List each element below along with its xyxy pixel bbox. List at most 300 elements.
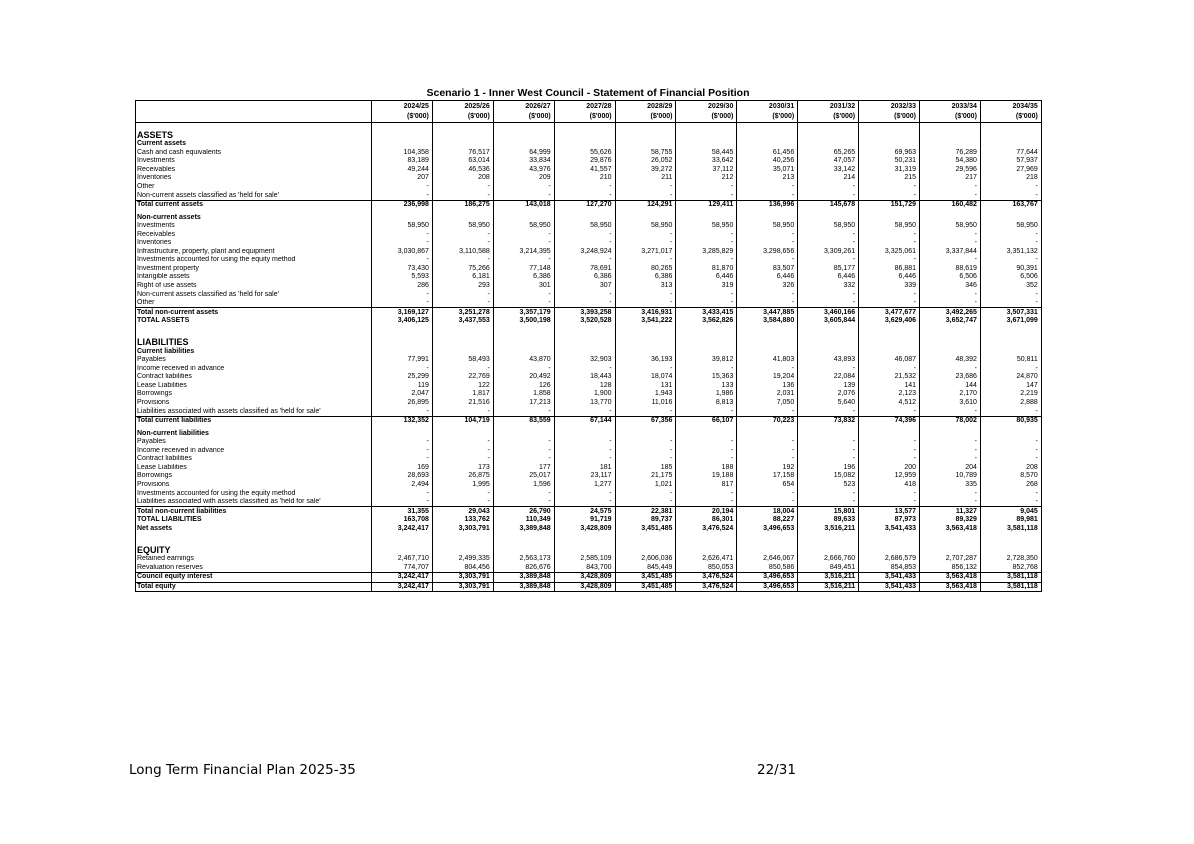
value-cell: 339 (859, 282, 920, 291)
value-cell (372, 140, 433, 149)
value-cell: - (615, 407, 676, 416)
value-cell: 48,392 (920, 356, 981, 365)
value-cell: 8,570 (980, 472, 1041, 481)
value-cell: 77,148 (493, 265, 554, 274)
row-label: Income received in advance (137, 446, 225, 454)
value-cell: 212 (676, 174, 737, 183)
value-cell: - (372, 239, 433, 248)
value-cell: - (432, 290, 493, 299)
value-cell: - (737, 191, 798, 200)
value-cell: 217 (920, 174, 981, 183)
value-cell (920, 347, 981, 356)
value-cell: - (676, 183, 737, 192)
value-cell: 128 (554, 382, 615, 391)
value-cell: - (920, 407, 981, 416)
unit-label: ($'000) (406, 112, 429, 120)
value-cell: 33,142 (798, 166, 859, 175)
value-cell: 188 (676, 464, 737, 473)
value-cell: 67,144 (554, 416, 615, 425)
value-cell: 81,870 (676, 265, 737, 274)
value-cell: 73,430 (372, 265, 433, 274)
value-cell (859, 542, 920, 555)
value-cell: 147 (980, 382, 1041, 391)
value-cell: 63,014 (432, 157, 493, 166)
value-cell: - (432, 438, 493, 447)
unit-label: ($'000) (955, 112, 977, 120)
value-cell: - (737, 455, 798, 464)
value-cell: 3,476,524 (676, 573, 737, 583)
value-cell: - (676, 365, 737, 374)
spacer-cell (920, 533, 981, 542)
row-label: Contract liabilities (137, 373, 192, 381)
value-cell: 160,482 (920, 200, 981, 209)
value-cell: 80,935 (980, 416, 1041, 425)
value-cell: 3,406,125 (372, 317, 433, 326)
value-cell: 76,517 (432, 149, 493, 158)
value-cell: - (372, 290, 433, 299)
value-cell: 2,047 (372, 390, 433, 399)
value-cell: 3,303,791 (432, 573, 493, 583)
value-cell (676, 542, 737, 555)
value-cell: 2,707,287 (920, 555, 981, 564)
value-cell: 77,644 (980, 149, 1041, 158)
value-cell: 151,729 (859, 200, 920, 209)
value-cell: 3,248,924 (554, 248, 615, 257)
value-cell (432, 429, 493, 438)
value-cell: 3,437,553 (432, 317, 493, 326)
table-body (136, 123, 1042, 592)
value-cell (372, 347, 433, 356)
value-cell: 24,575 (554, 507, 615, 516)
table-row (136, 390, 1042, 399)
value-cell: 196 (798, 464, 859, 473)
row-label: Investments (137, 157, 175, 165)
value-cell: 69,963 (859, 149, 920, 158)
value-cell: 215 (859, 174, 920, 183)
value-cell: 192 (737, 464, 798, 473)
table-row (136, 273, 1042, 282)
value-cell (554, 429, 615, 438)
value-cell: 3,652,747 (920, 317, 981, 326)
value-cell (737, 429, 798, 438)
value-cell: 2,031 (737, 390, 798, 399)
value-cell: - (493, 438, 554, 447)
value-cell: - (798, 407, 859, 416)
value-cell: 43,893 (798, 356, 859, 365)
value-cell: - (615, 489, 676, 498)
year-label: 2025/26 (464, 103, 490, 110)
row-label: ASSETS (137, 130, 174, 140)
row-label: Investments (137, 222, 175, 230)
value-cell: 58,493 (432, 356, 493, 365)
value-cell (554, 542, 615, 555)
value-cell: 3,303,791 (432, 582, 493, 592)
spacer-cell (676, 325, 737, 334)
value-cell: - (920, 230, 981, 239)
spacer-cell (615, 533, 676, 542)
spacer-cell (493, 533, 554, 542)
year-column-header (493, 101, 554, 123)
value-cell: 346 (920, 282, 981, 291)
value-cell (920, 213, 981, 222)
value-cell: 31,355 (372, 507, 433, 516)
value-cell: - (493, 455, 554, 464)
value-cell: - (615, 183, 676, 192)
value-cell: - (676, 447, 737, 456)
value-cell: 3,451,485 (615, 573, 676, 583)
value-cell (372, 542, 433, 555)
value-cell: 208 (432, 174, 493, 183)
value-cell (676, 334, 737, 347)
value-cell: 80,265 (615, 265, 676, 274)
value-cell (920, 429, 981, 438)
value-cell: 58,950 (737, 222, 798, 231)
value-cell: - (859, 191, 920, 200)
spacer-cell (136, 325, 372, 334)
value-cell: 3,520,528 (554, 317, 615, 326)
value-cell: 3,541,433 (859, 524, 920, 533)
value-cell: 58,950 (980, 222, 1041, 231)
value-cell: - (372, 256, 433, 265)
value-cell: 3,563,418 (920, 573, 981, 583)
value-cell: 2,563,173 (493, 555, 554, 564)
value-cell: 3,337,844 (920, 248, 981, 257)
spacer-cell (737, 325, 798, 334)
value-cell: 88,619 (920, 265, 981, 274)
spacer-row (136, 325, 1042, 334)
value-cell: - (859, 455, 920, 464)
table-row (136, 399, 1042, 408)
value-cell: 21,516 (432, 399, 493, 408)
value-cell: 11,016 (615, 399, 676, 408)
value-cell: 1,900 (554, 390, 615, 399)
value-cell: 854,853 (859, 564, 920, 573)
value-cell: 654 (737, 481, 798, 490)
value-cell: 3,251,278 (432, 308, 493, 317)
value-cell: 122 (432, 382, 493, 391)
value-cell: - (980, 239, 1041, 248)
spacer-cell (554, 325, 615, 334)
spacer-cell (859, 533, 920, 542)
value-cell: - (798, 498, 859, 507)
value-cell: 49,244 (372, 166, 433, 175)
value-cell: 104,358 (372, 149, 433, 158)
total-row (136, 317, 1042, 326)
value-cell: - (920, 183, 981, 192)
value-cell (615, 140, 676, 149)
value-cell: 15,082 (798, 472, 859, 481)
value-cell: 119 (372, 382, 433, 391)
table-row (136, 407, 1042, 416)
value-cell: 13,770 (554, 399, 615, 408)
value-cell: 3,110,588 (432, 248, 493, 257)
value-cell: - (737, 256, 798, 265)
value-cell: - (737, 239, 798, 248)
value-cell: 41,557 (554, 166, 615, 175)
value-cell: - (980, 365, 1041, 374)
value-cell: 6,446 (859, 273, 920, 282)
value-cell: 43,976 (493, 166, 554, 175)
value-cell: - (737, 290, 798, 299)
value-cell: 4,512 (859, 399, 920, 408)
value-cell: 523 (798, 481, 859, 490)
value-cell: 3,351,132 (980, 248, 1041, 257)
value-cell: 3,428,809 (554, 582, 615, 592)
year-label: 2032/33 (890, 103, 917, 110)
value-cell: 77,991 (372, 356, 433, 365)
label-column-header (136, 101, 372, 123)
value-cell: 5,640 (798, 399, 859, 408)
row-label: Total current assets (136, 200, 372, 209)
value-cell: 774,707 (372, 564, 433, 573)
value-cell: 40,256 (737, 157, 798, 166)
value-cell: 18,004 (737, 507, 798, 516)
value-cell: 145,678 (798, 200, 859, 209)
table-row (136, 373, 1042, 382)
row-label: Liabilities associated with assets classified as 'held for sale' (137, 498, 321, 506)
value-cell: 26,875 (432, 472, 493, 481)
value-cell (615, 429, 676, 438)
value-cell (859, 127, 920, 140)
row-label: Other (137, 299, 155, 307)
value-cell: 1,943 (615, 390, 676, 399)
value-cell: - (920, 256, 981, 265)
value-cell: - (920, 447, 981, 456)
row-label: Cash and cash equivalents (137, 148, 222, 156)
value-cell: - (432, 365, 493, 374)
value-cell: 126 (493, 382, 554, 391)
value-cell: - (432, 256, 493, 265)
value-cell: 817 (676, 481, 737, 490)
value-cell (615, 347, 676, 356)
value-cell: 3,584,880 (737, 317, 798, 326)
value-cell: 3,325,061 (859, 248, 920, 257)
table-row (136, 382, 1042, 391)
value-cell: 3,605,844 (798, 317, 859, 326)
value-cell: 2,888 (980, 399, 1041, 408)
value-cell: 139 (798, 382, 859, 391)
table-row (136, 256, 1042, 265)
value-cell: 29,596 (920, 166, 981, 175)
value-cell: 3,671,099 (980, 317, 1041, 326)
total-row (136, 524, 1042, 533)
value-cell (432, 334, 493, 347)
value-cell: 136 (737, 382, 798, 391)
value-cell: 8,813 (676, 399, 737, 408)
value-cell: 58,950 (798, 222, 859, 231)
row-label: Intangible assets (137, 273, 190, 281)
value-cell: - (432, 447, 493, 456)
value-cell (493, 542, 554, 555)
value-cell (615, 542, 676, 555)
value-cell: - (676, 256, 737, 265)
value-cell: 89,737 (615, 516, 676, 525)
value-cell: 1,858 (493, 390, 554, 399)
value-cell: - (798, 183, 859, 192)
value-cell: - (372, 498, 433, 507)
value-cell: 3,357,179 (493, 308, 554, 317)
row-label: Current liabilities (137, 347, 195, 355)
value-cell: 177 (493, 464, 554, 473)
table-row (136, 447, 1042, 456)
year-column-header (798, 101, 859, 123)
value-cell: 2,494 (372, 481, 433, 490)
value-cell: 826,676 (493, 564, 554, 573)
value-cell: 27,969 (980, 166, 1041, 175)
row-label: Income received in advance (137, 364, 225, 372)
total-row (136, 200, 1042, 209)
row-label: Total current liabilities (136, 416, 372, 425)
value-cell: - (859, 256, 920, 265)
value-cell: 89,633 (798, 516, 859, 525)
value-cell: 218 (980, 174, 1041, 183)
row-label: Borrowings (137, 472, 173, 480)
value-cell: - (615, 299, 676, 308)
table-row (136, 555, 1042, 564)
value-cell: - (859, 438, 920, 447)
row-label: Contract liabilities (137, 455, 192, 463)
value-cell: 19,188 (676, 472, 737, 481)
unit-label: ($'000) (711, 112, 734, 120)
year-column-header (980, 101, 1041, 123)
table-row (136, 265, 1042, 274)
value-cell: 3,451,485 (615, 582, 676, 592)
value-cell: 3,507,331 (980, 308, 1041, 317)
section-row (136, 127, 1042, 140)
value-cell: 3,271,017 (615, 248, 676, 257)
table-row (136, 248, 1042, 257)
value-cell: - (493, 290, 554, 299)
row-label: Liabilities associated with assets classified as 'held for sale' (137, 407, 321, 415)
spacer-cell (432, 325, 493, 334)
value-cell: 3,030,867 (372, 248, 433, 257)
value-cell: 856,132 (920, 564, 981, 573)
spacer-cell (136, 533, 372, 542)
value-cell: 3,428,809 (554, 524, 615, 533)
spacer-cell (920, 325, 981, 334)
value-cell: 3,285,829 (676, 248, 737, 257)
value-cell (980, 213, 1041, 222)
value-cell: 850,053 (676, 564, 737, 573)
value-cell (859, 347, 920, 356)
value-cell (980, 542, 1041, 555)
value-cell (980, 429, 1041, 438)
value-cell: - (859, 447, 920, 456)
value-cell: 129,411 (676, 200, 737, 209)
value-cell: 104,719 (432, 416, 493, 425)
year-label: 2034/35 (1012, 103, 1038, 110)
value-cell: - (859, 230, 920, 239)
row-label: Total equity (136, 582, 372, 592)
table-row (136, 290, 1042, 299)
value-cell: - (372, 299, 433, 308)
value-cell: - (798, 290, 859, 299)
subsection-row (136, 213, 1042, 222)
value-cell: - (737, 447, 798, 456)
value-cell (554, 127, 615, 140)
value-cell: - (859, 299, 920, 308)
value-cell: 127,270 (554, 200, 615, 209)
table-title: Scenario 1 - Inner West Council - Statement of Financial Position (426, 87, 750, 99)
value-cell (798, 213, 859, 222)
value-cell: - (615, 438, 676, 447)
total-row (136, 582, 1042, 592)
unit-label: ($'000) (1015, 112, 1038, 120)
year-label: 2033/34 (951, 103, 977, 110)
value-cell: 23,117 (554, 472, 615, 481)
row-label: Inventories (137, 174, 172, 182)
year-column-header (737, 101, 798, 123)
value-cell: 2,686,579 (859, 555, 920, 564)
spacer-cell (798, 533, 859, 542)
value-cell: 3,541,433 (859, 573, 920, 583)
unit-label: ($'000) (894, 112, 917, 120)
value-cell: - (798, 455, 859, 464)
value-cell: - (737, 498, 798, 507)
value-cell: 2,728,350 (980, 555, 1041, 564)
value-cell: 19,204 (737, 373, 798, 382)
value-cell: 335 (920, 481, 981, 490)
value-cell: - (920, 498, 981, 507)
value-cell: 58,950 (432, 222, 493, 231)
value-cell: 133 (676, 382, 737, 391)
value-cell: 88,227 (737, 516, 798, 525)
value-cell: 39,812 (676, 356, 737, 365)
value-cell: 286 (372, 282, 433, 291)
value-cell (676, 213, 737, 222)
value-cell: - (980, 290, 1041, 299)
value-cell (737, 140, 798, 149)
value-cell: 3,500,198 (493, 317, 554, 326)
value-cell: 6,506 (980, 273, 1041, 282)
value-cell (737, 542, 798, 555)
value-cell: 132,352 (372, 416, 433, 425)
value-cell: 3,496,653 (737, 573, 798, 583)
value-cell: - (432, 299, 493, 308)
value-cell: - (432, 183, 493, 192)
value-cell: - (980, 191, 1041, 200)
value-cell: 31,319 (859, 166, 920, 175)
value-cell: - (676, 498, 737, 507)
value-cell: - (737, 299, 798, 308)
value-cell: - (798, 256, 859, 265)
value-cell: - (554, 447, 615, 456)
value-cell: 133,762 (432, 516, 493, 525)
value-cell (920, 542, 981, 555)
row-label: TOTAL LIABILITIES (137, 516, 202, 524)
value-cell: 307 (554, 282, 615, 291)
row-label: Receivables (137, 165, 176, 173)
value-cell: 181 (554, 464, 615, 473)
value-cell: - (980, 489, 1041, 498)
value-cell: 3,610 (920, 399, 981, 408)
value-cell (798, 542, 859, 555)
section-row (136, 334, 1042, 347)
value-cell: 268 (980, 481, 1041, 490)
spacer-cell (980, 533, 1041, 542)
value-cell (859, 140, 920, 149)
value-cell (493, 334, 554, 347)
subsection-row (136, 429, 1042, 438)
value-cell (737, 127, 798, 140)
value-cell: - (432, 489, 493, 498)
value-cell: 1,817 (432, 390, 493, 399)
value-cell: - (737, 438, 798, 447)
value-cell (676, 347, 737, 356)
value-cell: 2,219 (980, 390, 1041, 399)
value-cell: 418 (859, 481, 920, 490)
spacer-cell (432, 533, 493, 542)
